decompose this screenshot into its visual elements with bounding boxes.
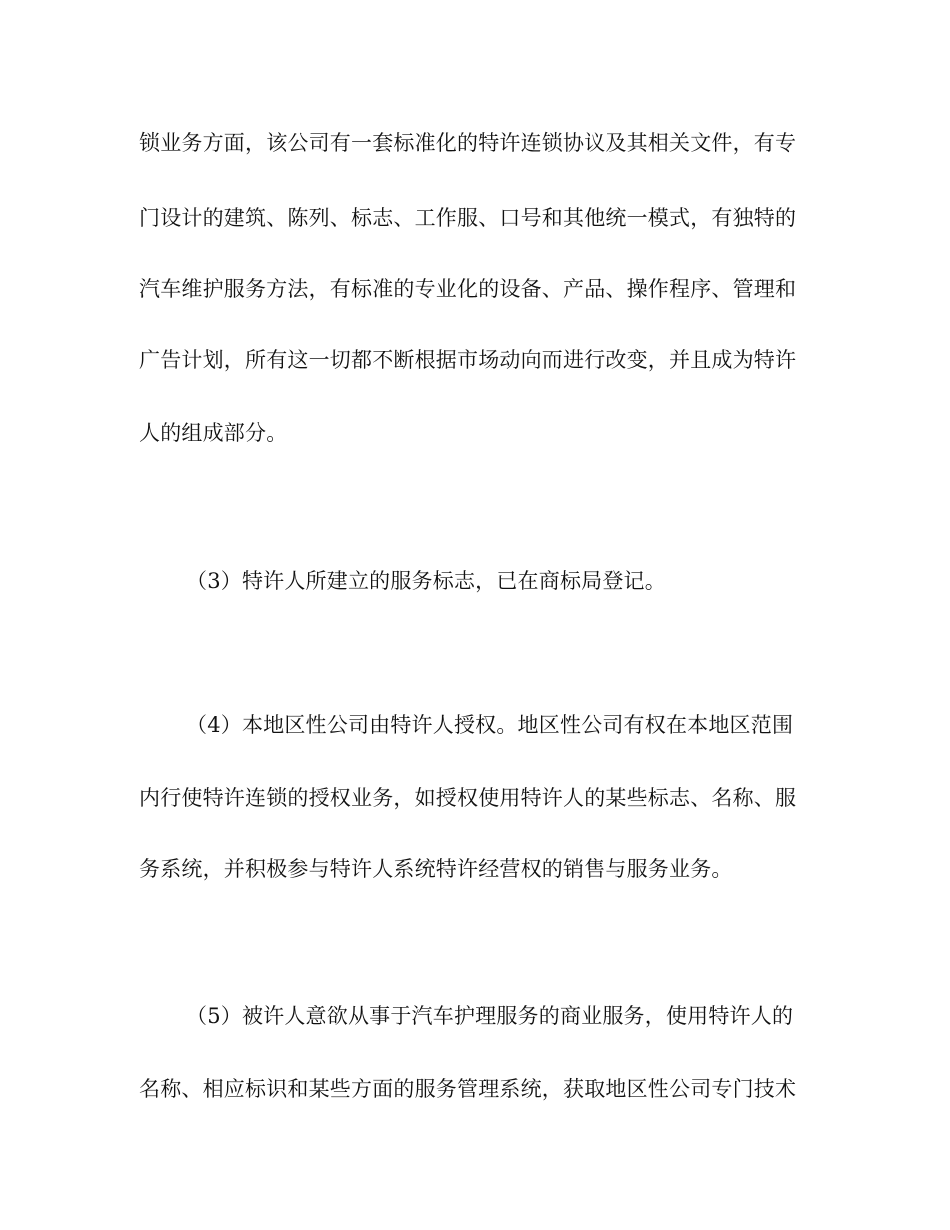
text-line: （5）被许人意欲从事于汽车护理服务的商业服务，使用特许人的 [186, 1004, 794, 1028]
text-line: 名称、相应标识和某些方面的服务管理系统，获取地区性公司专门技术 [139, 1077, 797, 1101]
text-line: 汽车维护服务方法，有标准的专业化的设备、产品、操作程序、管理和 [139, 277, 797, 301]
text-line: 门设计的建筑、陈列、标志、工作服、口号和其他统一模式，有独特的 [139, 206, 797, 230]
text-line: 内行使特许连锁的授权业务，如授权使用特许人的某些标志、名称、服 [139, 786, 797, 810]
text-line: 务系统，并积极参与特许人系统特许经营权的销售与服务业务。 [139, 857, 733, 881]
text-line: 人的组成部分。 [139, 421, 288, 445]
text-line: （4）本地区性公司由特许人授权。地区性公司有权在本地区范围 [186, 713, 794, 737]
text-line: （3）特许人所建立的服务标志，已在商标局登记。 [186, 569, 666, 593]
text-line: 锁业务方面，该公司有一套标准化的特许连锁协议及其相关文件，有专 [139, 131, 797, 155]
text-line: 广告计划，所有这一切都不断根据市场动向而进行改变，并且成为特许 [139, 348, 797, 372]
